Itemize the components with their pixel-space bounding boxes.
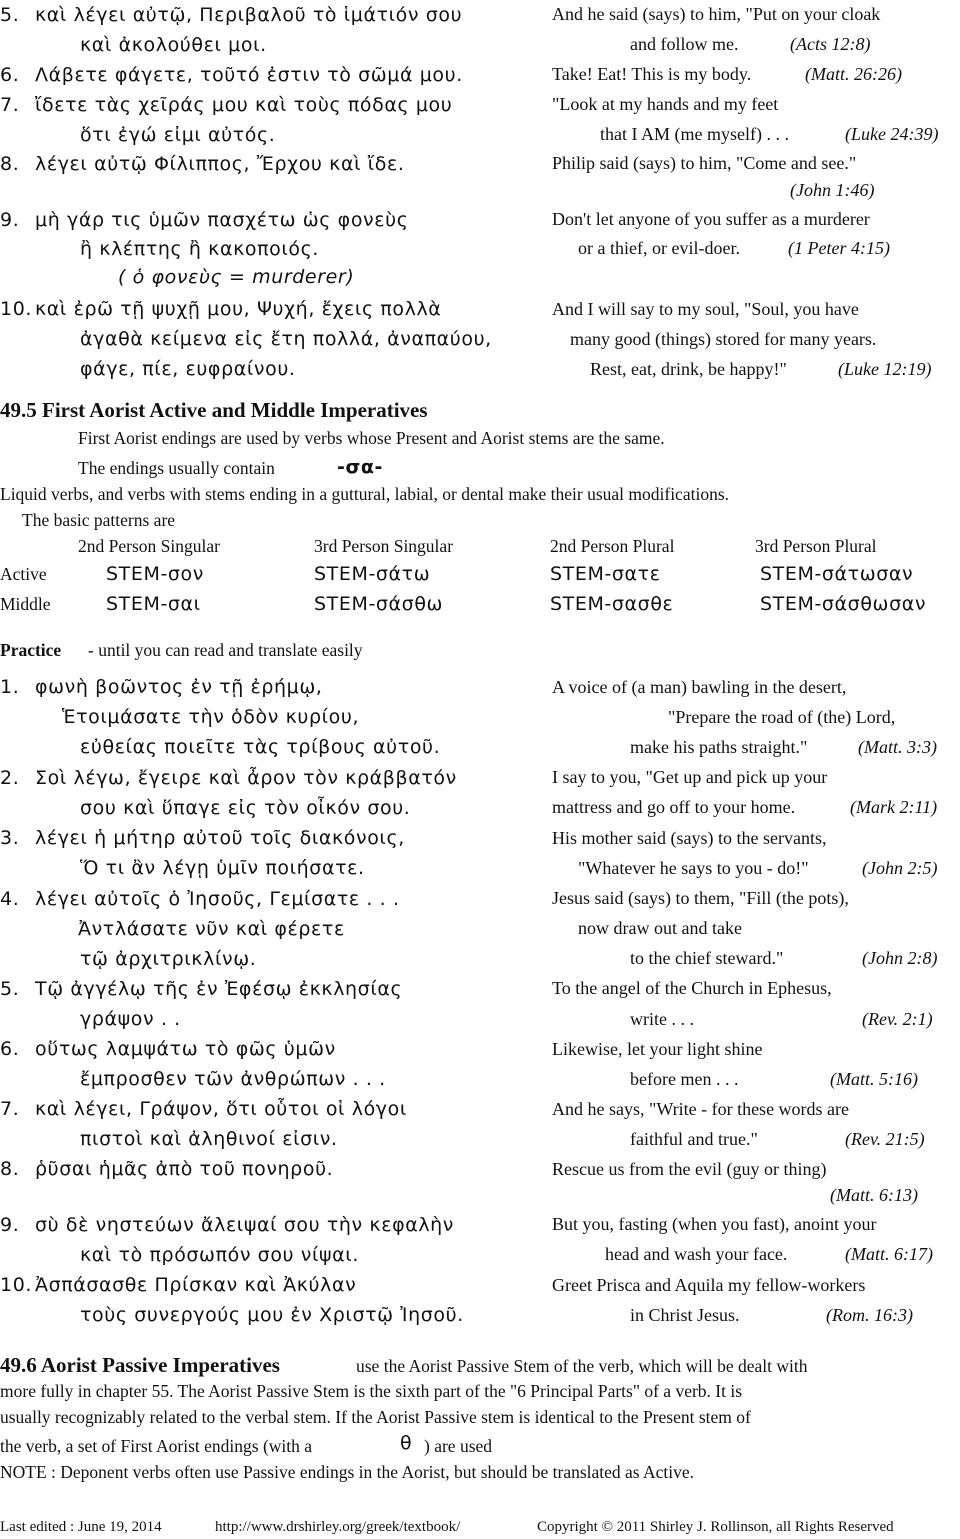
practice-label: Practice xyxy=(0,640,62,660)
paragraph-line: use the Aorist Passive Stem of the verb, which will be dealt with xyxy=(356,1356,808,1376)
row-label: Active xyxy=(0,564,47,584)
greek-line: Σοὶ λέγω, ἔγειρε καὶ ἆρον τὸν κράββατόν xyxy=(35,767,457,789)
reference: (Luke 12:19) xyxy=(838,359,932,379)
greek-line: καὶ λέγει, Γράψον, ὅτι οὗτοι οἱ λόγοι xyxy=(35,1098,407,1120)
english-line: "Prepare the road of (the) Lord, xyxy=(668,707,896,727)
english-line: or a thief, or evil-doer. xyxy=(578,238,740,258)
greek-line: καὶ ἀκολούθει μοι. xyxy=(80,34,267,56)
paragraph-line: ) are used xyxy=(424,1436,493,1456)
greek-line: Ἑτοιμάσατε τὴν ὁδὸν κυρίου, xyxy=(62,706,360,728)
item-number: 1. xyxy=(0,676,20,698)
column-header: 2nd Person Plural xyxy=(550,536,675,556)
table-cell: STEM-σάσθωσαν xyxy=(760,593,927,615)
reference: (Luke 24:39) xyxy=(845,124,939,144)
column-header: 3rd Person Singular xyxy=(314,536,454,556)
english-line: Don't let anyone of you suffer as a murderer xyxy=(552,209,870,229)
greek-line: Λάβετε φάγετε, τοῦτό ἐστιν τὸ σῶμά μου. xyxy=(35,64,463,86)
greek-line: Τῷ ἀγγέλῳ τῆς ἐν Ἐφέσῳ ἐκκλησίας xyxy=(35,978,403,1000)
english-line: Jesus said (says) to them, "Fill (the pots), xyxy=(552,888,849,908)
english-line: Likewise, let your light shine xyxy=(552,1039,763,1059)
greek-line: πιστοὶ καὶ ἀληθινοί εἰσιν. xyxy=(80,1128,338,1150)
greek-line: ἴδετε τὰς χεῖράς μου καὶ τοὺς πόδας μου xyxy=(35,94,453,116)
greek-line: οὕτως λαμψάτω τὸ φῶς ὑμῶν xyxy=(35,1038,336,1060)
greek-line: μὴ γάρ τις ὑμῶν πασχέτω ὡς φονεὺς xyxy=(35,209,409,231)
column-header: 3rd Person Plural xyxy=(755,536,877,556)
greek-line: τοὺς συνεργούς μου ἐν Χριστῷ Ἰησοῦ. xyxy=(80,1304,464,1326)
greek-line: λέγει ἡ μήτηρ αὐτοῦ τοῖς διακόνοις, xyxy=(35,827,405,849)
row-label: Middle xyxy=(0,594,51,614)
reference: (Matt. 6:17) xyxy=(845,1244,933,1264)
table-cell: STEM-σον xyxy=(106,563,205,585)
reference: (Rev. 2:1) xyxy=(862,1009,933,1029)
section-heading: 49.6 Aorist Passive Imperatives xyxy=(0,1353,280,1377)
greek-line: Ἀντλάσατε νῦν καὶ φέρετε xyxy=(78,918,345,940)
greek-line: εὐθείας ποιεῖτε τὰς τρίβους αὐτοῦ. xyxy=(80,736,441,758)
item-number: 6. xyxy=(0,1038,20,1060)
item-number: 5. xyxy=(0,4,20,26)
reference: (John 2:5) xyxy=(862,858,938,878)
english-line: head and wash your face. xyxy=(605,1244,788,1264)
greek-line: τῷ ἀρχιτρικλίνῳ. xyxy=(80,948,257,970)
english-line: "Look at my hands and my feet xyxy=(552,94,779,114)
item-number: 9. xyxy=(0,209,20,231)
table-cell: STEM-σάτωσαν xyxy=(760,563,914,585)
reference: (Matt. 3:3) xyxy=(858,737,937,757)
english-line: and follow me. xyxy=(630,34,739,54)
reference: (John 2:8) xyxy=(862,948,938,968)
english-line: But you, fasting (when you fast), anoint your xyxy=(552,1214,877,1234)
section-heading: 49.5 First Aorist Active and Middle Imperatives xyxy=(0,398,428,422)
item-number: 10. xyxy=(0,1274,33,1296)
english-line: His mother said (says) to the servants, xyxy=(552,828,827,848)
english-line: A voice of (a man) bawling in the desert, xyxy=(552,677,847,697)
paragraph-line: The basic patterns are xyxy=(22,510,176,530)
table-cell: STEM-σασθε xyxy=(550,593,674,615)
paragraph-line: more fully in chapter 55. The Aorist Passive Stem is the sixth part of the "6 Principal Parts" of a verb. It is xyxy=(0,1381,743,1401)
last-edited: Last edited : June 19, 2014 xyxy=(0,1519,162,1535)
greek-line: σου καὶ ὕπαγε εἰς τὸν οἶκόν σου. xyxy=(80,797,411,819)
greek-note: ( ὁ φονεὺς = murderer) xyxy=(118,266,355,288)
paragraph-line: the verb, a set of First Aorist endings (with a xyxy=(0,1436,313,1456)
note-line: NOTE : Deponent verbs often use Passive endings in the Aorist, but should be translated as Active. xyxy=(0,1462,695,1482)
table-cell: STEM-σάτω xyxy=(314,563,431,585)
greek-line: καὶ λέγει αὐτῷ, Περιβαλοῦ τὸ ἱμάτιόν σου xyxy=(35,4,463,26)
reference: (1 Peter 4:15) xyxy=(788,238,890,258)
theta-symbol: θ xyxy=(400,1432,413,1454)
reference: (Mark 2:11) xyxy=(850,797,938,817)
footer-url[interactable]: http://www.drshirley.org/greek/textbook/ xyxy=(215,1519,461,1535)
item-number: 8. xyxy=(0,1158,20,1180)
reference: (Matt. 26:26) xyxy=(805,64,902,84)
reference: (Matt. 5:16) xyxy=(830,1069,918,1089)
english-line: that I AM (me myself) . . . xyxy=(600,124,789,144)
item-number: 7. xyxy=(0,1098,20,1120)
item-number: 4. xyxy=(0,888,20,910)
item-number: 3. xyxy=(0,827,20,849)
greek-line: ὅτι ἐγώ εἰμι αὐτός. xyxy=(80,124,276,146)
greek-line: φωνὴ βοῶντος ἐν τῇ ἐρήμῳ, xyxy=(35,676,323,698)
greek-line: φάγε, πίε, ευφραίνου. xyxy=(80,358,296,380)
english-line: Philip said (says) to him, "Come and see." xyxy=(552,153,857,173)
greek-line: Ὅ τι ἂν λέγῃ ὑμῖν ποιήσατε. xyxy=(80,857,365,879)
english-line: I say to you, "Get up and pick up your xyxy=(552,767,828,787)
english-line: Rescue us from the evil (guy or thing) xyxy=(552,1159,827,1179)
ending-marker: -σα- xyxy=(337,456,384,478)
reference: (Matt. 6:13) xyxy=(830,1185,918,1205)
copyright: Copyright © 2011 Shirley J. Rollinson, all Rights Reserved xyxy=(537,1519,894,1535)
item-number: 9. xyxy=(0,1214,20,1236)
reference: (Rev. 21:5) xyxy=(845,1129,925,1149)
item-number: 2. xyxy=(0,767,20,789)
english-line: make his paths straight." xyxy=(630,737,808,757)
english-line: faithful and true." xyxy=(630,1129,758,1149)
practice-subtitle: - until you can read and translate easily xyxy=(88,640,363,660)
english-line: Greet Prisca and Aquila my fellow-workers xyxy=(552,1275,866,1295)
greek-line: ῥῦσαι ἡμᾶς ἀπὸ τοῦ πονηροῦ. xyxy=(35,1158,334,1180)
item-number: 6. xyxy=(0,64,20,86)
reference: (Rom. 16:3) xyxy=(826,1305,913,1325)
paragraph-line: Liquid verbs, and verbs with stems ending in a guttural, labial, or dental make their usual modifications. xyxy=(0,484,730,504)
reference: (John 1:46) xyxy=(790,180,875,200)
paragraph-line: The endings usually contain xyxy=(78,458,275,478)
item-number: 5. xyxy=(0,978,20,1000)
english-line: many good (things) stored for many years. xyxy=(570,329,877,349)
greek-line: λέγει αὐτῷ Φίλιππος, Ἔρχου καὶ ἴδε. xyxy=(35,153,405,175)
table-cell: STEM-σαι xyxy=(106,593,201,615)
greek-line: καὶ τὸ πρόσωπόν σου νίψαι. xyxy=(80,1244,359,1266)
paragraph-line: First Aorist endings are used by verbs whose Present and Aorist stems are the same. xyxy=(78,428,665,448)
greek-line: λέγει αὐτοῖς ὁ Ἰησοῦς, Γεμίσατε . . . xyxy=(35,888,400,910)
reference: (Acts 12:8) xyxy=(790,34,871,54)
english-line: write . . . xyxy=(630,1009,694,1029)
greek-line: ἔμπροσθεν τῶν ἀνθρώπων . . . xyxy=(80,1068,386,1090)
english-line: Rest, eat, drink, be happy!" xyxy=(590,359,787,379)
english-line: in Christ Jesus. xyxy=(630,1305,740,1325)
greek-line: καὶ ἐρῶ τῇ ψυχῇ μου, Ψυχή, ἔχεις πολλὰ xyxy=(35,298,442,320)
english-line: And he said (says) to him, "Put on your cloak xyxy=(552,4,881,24)
english-line: "Whatever he says to you - do!" xyxy=(578,858,809,878)
english-line: Take! Eat! This is my body. xyxy=(552,64,752,84)
greek-line: ἢ κλέπτης ἢ κακοποιός. xyxy=(80,238,320,260)
table-cell: STEM-σάσθω xyxy=(314,593,444,615)
greek-line: σὺ δὲ νηστεύων ἄλειψαί σου τὴν κεφαλὴν xyxy=(35,1214,455,1236)
english-line: And I will say to my soul, "Soul, you have xyxy=(552,299,859,319)
greek-line: ἀγαθὰ κείμενα εἰς ἔτη πολλά, ἀναπαύου, xyxy=(80,328,492,350)
table-cell: STEM-σατε xyxy=(550,563,661,585)
english-line: to the chief steward." xyxy=(630,948,784,968)
english-line: To the angel of the Church in Ephesus, xyxy=(552,978,832,998)
item-number: 7. xyxy=(0,94,20,116)
greek-line: γράψον . . xyxy=(80,1008,181,1030)
greek-line: Ἀσπάσασθε Πρίσκαν καὶ Ἀκύλαν xyxy=(35,1274,357,1296)
item-number: 10. xyxy=(0,298,33,320)
english-line: now draw out and take xyxy=(578,918,742,938)
english-line: before men . . . xyxy=(630,1069,739,1089)
item-number: 8. xyxy=(0,153,20,175)
english-line: mattress and go off to your home. xyxy=(552,797,796,817)
english-line: And he says, "Write - for these words are xyxy=(552,1099,850,1119)
column-header: 2nd Person Singular xyxy=(78,536,220,556)
paragraph-line: usually recognizably related to the verbal stem. If the Aorist Passive stem is identical to the Present stem of xyxy=(0,1407,751,1427)
